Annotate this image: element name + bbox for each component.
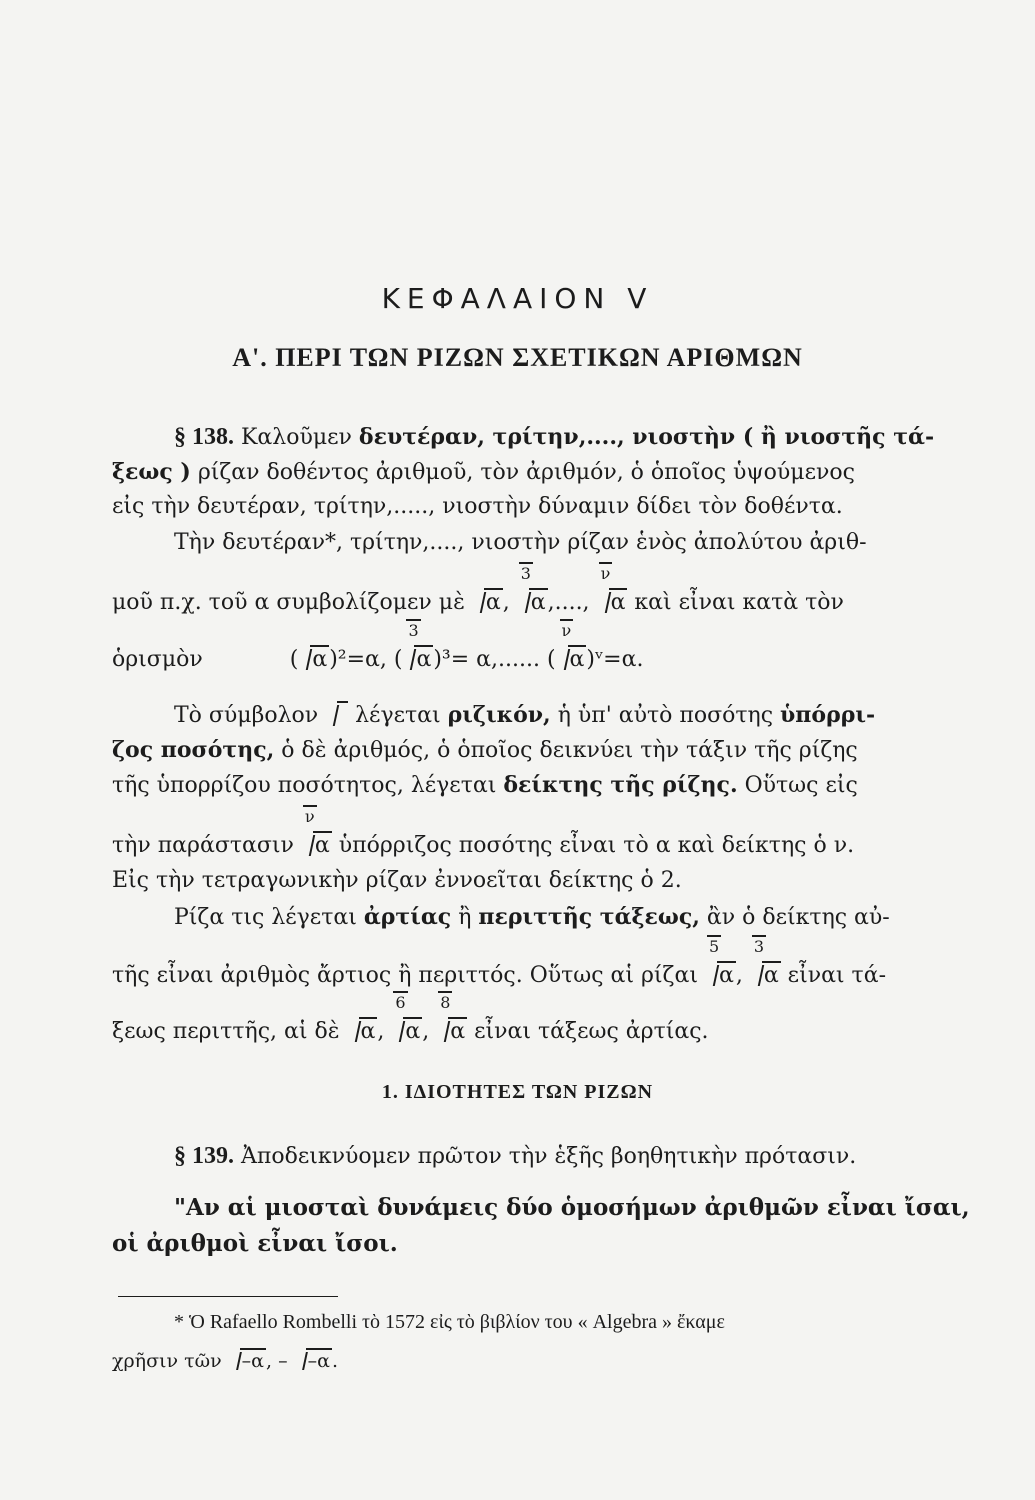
symbol-line-4: τὴν παράστασιν α ν ὑπόρριζος ποσότης εἶναι τὸ α καὶ δείκτης ὁ ν. bbox=[112, 807, 855, 858]
radical-sign bbox=[325, 703, 348, 728]
sqrt-negative-radical: –α bbox=[294, 1350, 332, 1372]
fifth-root-radical: α 5 bbox=[705, 963, 736, 988]
evenodd-line-2: τῆς εἶναι ἀριθμὸς ἄρτιος ἢ περιττός. Οὕτως αἱ ρίζαι α 5 , α 3 εἶναι τά- bbox=[112, 937, 887, 988]
theorem-line-1: "Αν αἱ μιοσταὶ δυνάμεις δύο ὁμοσήμων ἀριθμῶν εἶναι ἴσαι, bbox=[174, 1194, 970, 1221]
footnote-line-2: χρῆσιν τῶν –α , – –α . bbox=[112, 1350, 339, 1372]
p138-line-4: Τὴν δευτέραν*, τρίτην,...., νιοστὴν ρίζαν ἑνὸς ἀπολύτου ἀριθ- bbox=[174, 530, 867, 555]
evenodd-line-1: Ρίζα τις λέγεται ἀρτίας ἢ περιττῆς τάξεως, ἂν ὁ δείκτης αὐ- bbox=[174, 904, 890, 930]
evenodd-line-3: ξεως περιττῆς, αἱ δὲ α, α 6 , α 8 εἶναι τάξεως ἀρτίας. bbox=[112, 993, 709, 1044]
nth-root-radical: α ν bbox=[556, 647, 587, 672]
sqrt-radical: α bbox=[347, 1019, 378, 1044]
nth-root-radical: α ν bbox=[301, 833, 332, 858]
nth-root-radical: α ν bbox=[597, 590, 628, 615]
root-index-3: 3 bbox=[520, 564, 531, 583]
p139-line-1: § 139. Ἀποδεικνύομεν πρῶτον τὴν ἑξῆς βοηθητικὴν πρότασιν. bbox=[174, 1143, 857, 1169]
sqrt-radical: α bbox=[298, 647, 329, 672]
symbol-line-2: ζος ποσότης, ὁ δὲ ἀριθμός, ὁ ὁποῖος δεικνύει τὴν τάξιν τῆς ρίζης bbox=[112, 737, 858, 763]
chapter-heading: ΚΕΦΑΛΑΙΟΝ V bbox=[381, 282, 654, 315]
section-number-139: § 139. bbox=[174, 1143, 234, 1169]
cube-root-radical: α 3 bbox=[750, 963, 781, 988]
cube-root-radical: α 3 bbox=[402, 647, 433, 672]
sqrt-radical: α bbox=[472, 590, 503, 615]
theorem-line-2: οἱ ἀριθμοὶ εἶναι ἴσοι. bbox=[112, 1230, 398, 1257]
eighth-root-radical: α 8 bbox=[436, 1019, 467, 1044]
p138-line-2: ξεως ) ρίζαν δοθέντος ἀριθμοῦ, τὸν ἀριθμόν, ὁ ὁποῖος ὑψούμενος bbox=[112, 459, 855, 485]
sqrt-negative-radical: –α bbox=[228, 1350, 266, 1372]
p138-line-6: ὁρισμὸν ( α)²=α, ( α 3 )³= α,...... ( α ν )ᵛ=α. bbox=[112, 621, 644, 672]
root-index-nu: ν bbox=[600, 564, 611, 583]
p138-line-1: § 138. Καλοῦμεν δευτέραν, τρίτην,...., νιοστὴν ( ἢ νιοστῆς τά- bbox=[174, 424, 935, 450]
cube-root-radical: α 3 bbox=[517, 590, 548, 615]
symbol-line-3: τῆς ὑπορρίζου ποσότητος, λέγεται δείκτης τῆς ρίζης. Οὕτως εἰς bbox=[112, 772, 858, 798]
footnote-rule bbox=[118, 1296, 338, 1297]
symbol-line-5: Εἰς τὴν τετραγωνικὴν ρίζαν ἐννοεῖται δείκτης ὁ 2. bbox=[112, 868, 682, 893]
p138-line-3: εἰς τὴν δευτέραν, τρίτην,....., νιοστὴν δύναμιν δίδει τὸν δοθέντα. bbox=[112, 494, 843, 519]
footnote-line-1: * Ὁ Rafaello Rombelli τὸ 1572 εἰς τὸ βιβλίον του « Algebra » ἔκαμε bbox=[174, 1311, 725, 1333]
p138-line-5: μοῦ π.χ. τοῦ α συμβολίζομεν μὲ α, α 3 ,...., α ν καὶ εἶναι κατὰ τὸν bbox=[112, 564, 844, 615]
symbol-line-1: Τὸ σύμβολον λέγεται ριζικόν, ἡ ὑπ' αὐτὸ ποσότης ὑπόρρι- bbox=[174, 702, 876, 728]
subsection-title: 1. ΙΔΙΟΤΗΤΕΣ ΤΩΝ ΡΙΖΩΝ bbox=[381, 1081, 654, 1103]
section-title: Α'. ΠΕΡΙ ΤΩΝ ΡΙΖΩΝ ΣΧΕΤΙΚΩΝ ΑΡΙΘΜΩΝ bbox=[232, 343, 803, 372]
sixth-root-radical: α 6 bbox=[391, 1019, 422, 1044]
section-number-138: § 138. bbox=[174, 424, 234, 450]
